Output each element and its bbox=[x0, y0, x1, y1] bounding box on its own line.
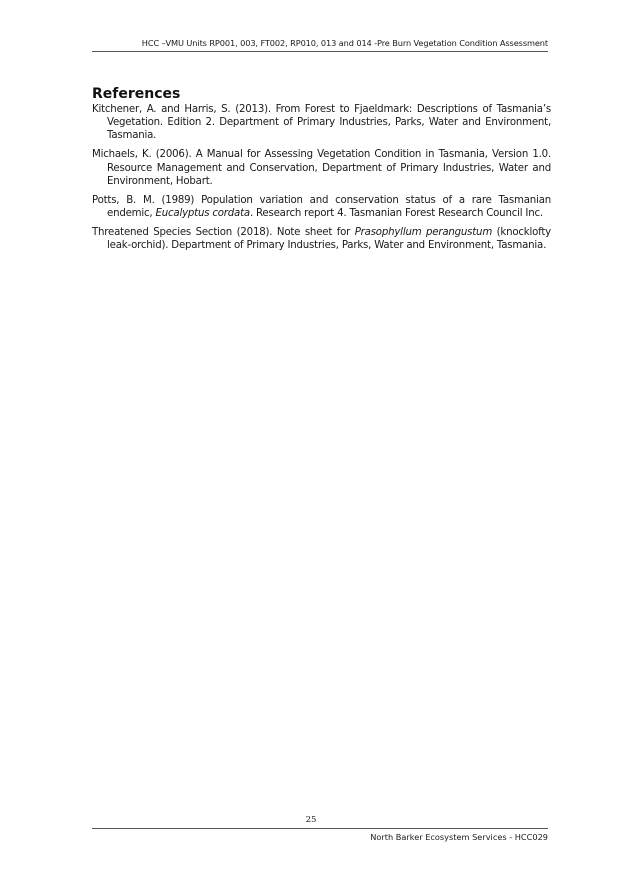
reference-text-after: . Research report 4. Tasmanian Forest Research Council Inc. bbox=[249, 208, 543, 220]
reference-entry bbox=[92, 194, 551, 220]
references-list bbox=[92, 103, 551, 258]
reference-italic-text: Prasophyllum perangustum bbox=[354, 227, 493, 239]
reference-text-after: (knocklofty leak-orchid). Department of Primary Industries, Parks, Water and Environment, Tasmania. bbox=[107, 227, 551, 252]
running-footer: North Barker Ecosystem Services - HCC029 bbox=[92, 828, 548, 842]
running-header: HCC –VMU Units RP001, 003, FT002, RP010, 013 and 014 -Pre Burn Vegetation Condition Assessment bbox=[92, 38, 548, 52]
references-heading: References bbox=[92, 86, 181, 102]
reference-text: Threatened Species Section (2018). Note sheet for bbox=[92, 227, 355, 239]
page-number: 25 bbox=[305, 815, 317, 825]
reference-italic-text: Eucalyptus cordata bbox=[155, 208, 250, 220]
reference-entry bbox=[92, 148, 551, 188]
reference-text: Michaels, K. (2006). A Manual for Assessing Vegetation Condition in Tasmania, Version 1.0. Resource Management and Conservation, Department of Primary Industries, Water and Environment, Hobart. bbox=[92, 149, 551, 187]
reference-entry bbox=[92, 226, 551, 252]
reference-text: Potts, B. M. (1989) Population variation and conservation status of a rare Tasmanian endemic, bbox=[92, 194, 551, 220]
reference-entry bbox=[92, 103, 551, 143]
reference-text: Kitchener, A. and Harris, S. (2013). From Forest to Fjaeldmark: Descriptions of Tasmania’s Vegetation. Edition 2. Department of Primary Industries, Parks, Water and Environment, Tasmania. bbox=[92, 104, 551, 142]
